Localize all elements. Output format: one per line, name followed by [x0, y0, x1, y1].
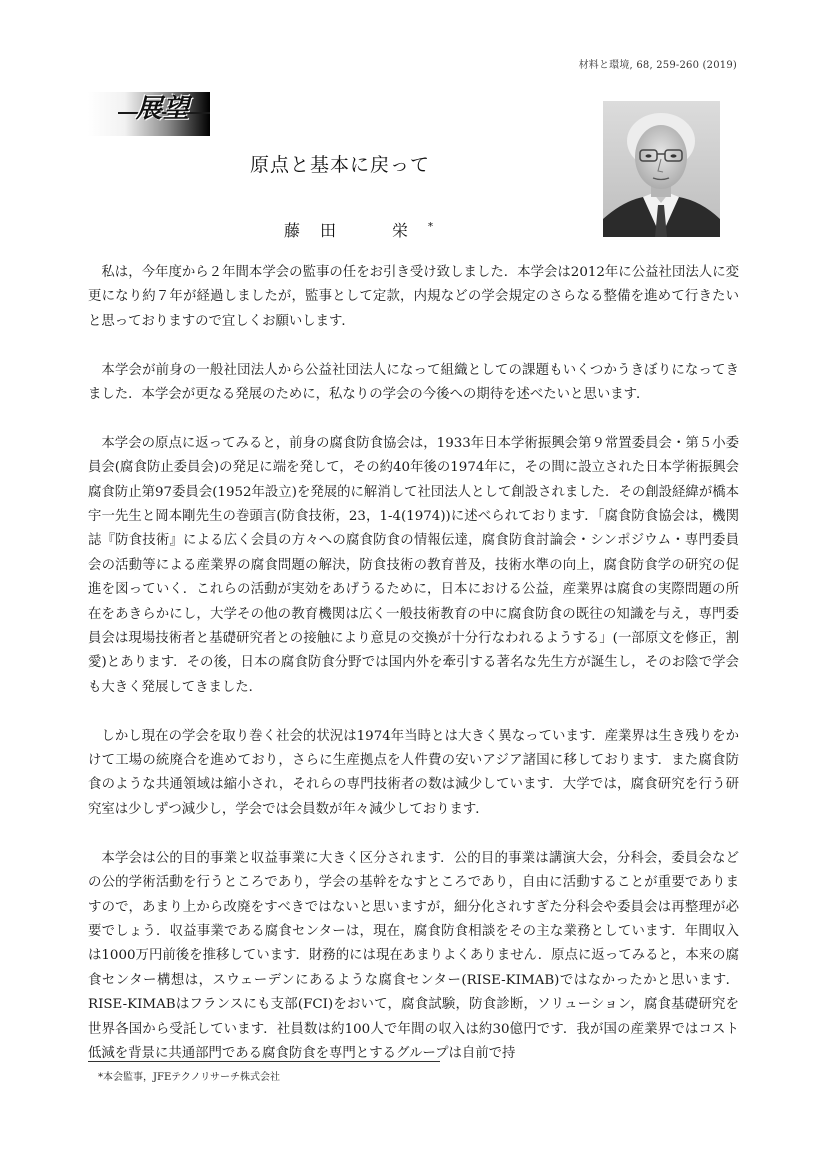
- journal-citation: 材料と環境, 68, 259-260 (2019): [578, 60, 737, 71]
- author-footnote-mark: *: [428, 221, 434, 233]
- body-paragraph-3: 本学会の原点に返ってみると，前身の腐食防食協会は，1933年日本学術振興会第９常置委員会・第５小委員会(腐食防止委員会)の発足に端を発して，その約40年後の1974年に，その間に設立された日本学術振興会腐食防止第97委員会(1952年設立)を発展的に解消して社団法人として創設されました．その創設経緯が橋本宇一先生と岡本剛先生の巻頭言(防食技術，23，1-4(1974))に述べられております．「腐食防食協会は，機関誌『防食技術』による広く会員の方々への腐食防食の情報伝達，腐食防食討論会・シンポジウム・専門委員会の活動等による産業界の腐食問題の解決，防食技術の教育普及，技術水準の向上，腐食防食学の研究の促進を図っていく．これらの活動が実効をあげうるために，日本における公益，産業界は腐食の実際問題の所在をあきらかにし，大学その他の教育機関は広く一般技術教育の中に腐食防食の既往の知識を与え，専門委員会は現場技術者と基礎研究者との接触により意見の交換が十分行なわれるようする」(一部原文を修正，割愛)とあります．その後，日本の腐食防食分野では国内外を牽引する著名な先生方が誕生し，そのお陰で学会も大きく発展してきました．: [88, 435, 739, 695]
- author-affiliation-footnote: *本会監事，JFEテクノリサーチ株式会社: [98, 1072, 281, 1083]
- body-paragraph-2: 本学会が前身の一般社団法人から公益社団法人になって組織としての課題もいくつかうきぼりになってきました．本学会が更なる発展のために，私なりの学会の今後への期待を述べたいと思います．: [88, 362, 739, 403]
- body-paragraph-4: しかし現在の学会を取り巻く社会的状況は1974年当時とは大きく異なっています．産業界は生き残りをかけて工場の統廃合を進めており，さらに生産拠点を人件費の安いアジア諸国に移しております．また腐食防食のような共通領域は縮小され，それらの専門技術者の数は減少しています．大学では，腐食研究を行う研究室は少しずつ減少し，学会では会員数が年々減少しております．: [88, 728, 739, 817]
- author-portrait-image: [603, 101, 720, 237]
- author-photo: [603, 101, 720, 237]
- article-title: 原点と基本に戻って: [250, 154, 431, 176]
- author-name: [284, 218, 433, 241]
- author-name-text: 藤田 栄: [284, 221, 429, 240]
- section-label: 展望: [136, 94, 191, 124]
- section-banner: [88, 92, 210, 136]
- footnote-rule: [88, 1061, 440, 1062]
- body-paragraph-5: 本学会は公的目的事業と収益事業に大きく区分されます．公的目的事業は講演大会，分科会，委員会などの公的学術活動を行うところであり，学会の基幹をなすところであり，自由に活動することが重要でありますので，あまり上から改廃をすべきではないと思いますが，細分化されすぎた分科会や委員会は再整理が必要でしょう．収益事業である腐食センターは，現在，腐食防食相談をその主な業務としています．年間収入は1000万円前後を推移しています．財務的には現在あまりよくありません．原点に返ってみると，本来の腐食センター構想は，スウェーデンにあるような腐食センター(RISE-KIMAB)ではなかったかと思います．RISE-KIMABはフランスにも支部(FCI)をおいて，腐食試験，防食診断，ソリューション，腐食基礎研究を世界各国から受託しています．社員数は約100人で年間の収入は約30億円です．我が国の産業界ではコスト低減を背景に共通部門である腐食防食を専門とするグループは自前で持: [88, 850, 739, 1061]
- article-body: [88, 261, 739, 1091]
- body-paragraph-1: 私は，今年度から２年間本学会の監事の任をお引き受け致しました．本学会は2012年に公益社団法人に変更になり約７年が経過しましたが，監事として定款，内規などの学会規定のさらなる整備を進めて行きたいと思っておりますので宜しくお願いします．: [88, 265, 739, 329]
